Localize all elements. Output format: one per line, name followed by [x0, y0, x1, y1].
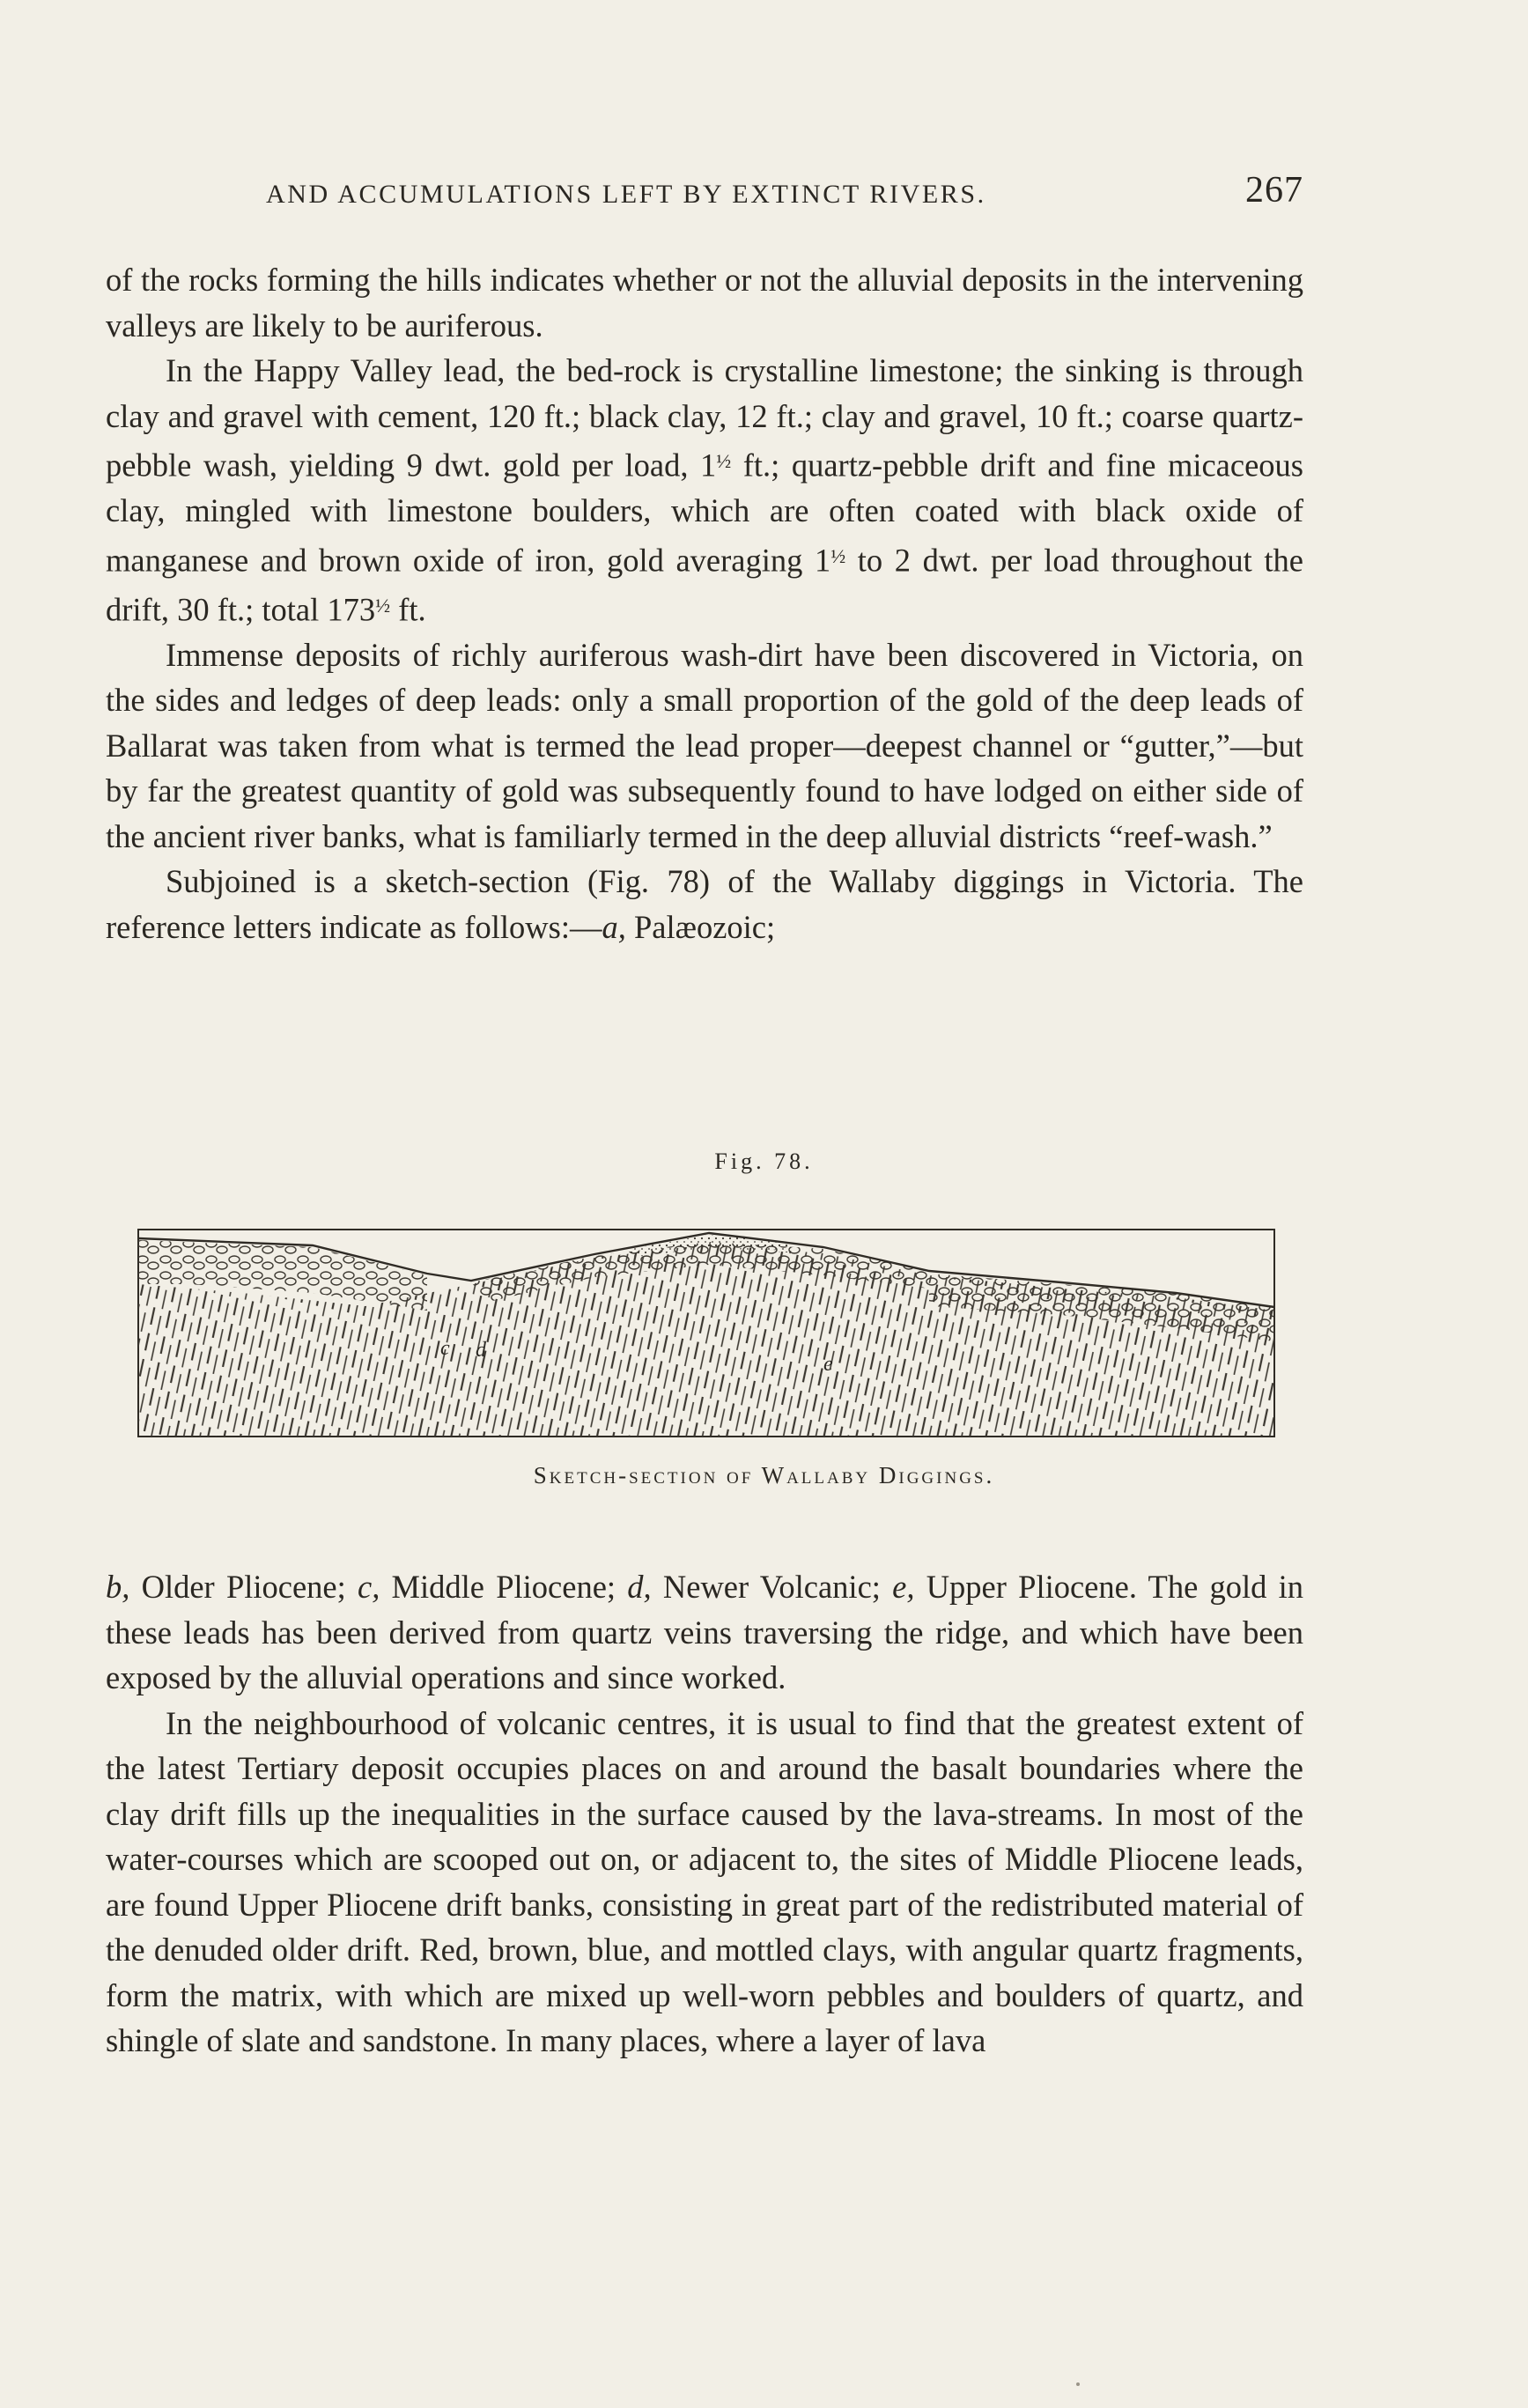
figure-letter-c: c	[440, 1337, 450, 1360]
reference-letter-e: e,	[892, 1569, 915, 1605]
text-run: Middle Pliocene;	[380, 1569, 628, 1605]
paragraph-legend	[106, 1564, 1303, 1701]
fraction-half: ½	[375, 594, 391, 617]
fraction-half: ½	[716, 450, 732, 472]
reference-letter-c: c,	[358, 1569, 380, 1605]
paper-speck	[1076, 2382, 1080, 2386]
top-text-block	[106, 257, 1303, 949]
bottom-text-block	[106, 1564, 1303, 2064]
sketch-section-figure	[137, 1222, 1281, 1438]
text-run: ft.; quartz-pebble drift and fine micaceous clay, mingled with limestone boulders, which are often coated with black oxide of manganese and brown oxide of iron, gold averaging 1	[106, 447, 1303, 578]
paragraph-deep-leads: Immense deposits of richly auriferous wash-dirt have been discovered in Victoria, on the sides and ledges of deep leads: only a small proportion of the gold of the deep leads of Ballarat was taken from what is termed the lead proper—deepest channel or “gutter,”—but by far the greatest quantity of gold was subsequently found to have lodged on either side of the ancient river banks, what is familiarly termed in the deep alluvial districts “reef-wash.”	[106, 636, 1303, 854]
text-run: In the Happy Valley lead, the bed-rock is crystalline limestone; the sinking is through clay and gravel with cement, 120 ft.; black clay, 12 ft.; clay and gravel, 10 ft.; coarse quartz-pebble wash, yielding 9 dwt. gold per load, 1	[106, 352, 1303, 484]
reference-letter-a: a,	[602, 908, 626, 945]
running-head	[106, 170, 1303, 227]
paragraph-volcanic-centres: In the neighbourhood of volcanic centres, it is usual to find that the greatest extent of the latest Tertiary deposit occupies places on and around the basalt boundaries where the clay drift fills up the inequalities in the surface caused by the lava-streams. In most of the water-courses which are scooped out on, or adjacent to, the sites of Middle Pliocene leads, are found Upper Pliocene drift banks, consisting in great part of the redistributed material of the denuded older drift. Red, brown, blue, and mottled clays, with angular quartz fragments, form the matrix, with which are mixed up well-worn pebbles and boulders of quartz, and shingle of slate and sandstone. In many places, where a layer of lava	[106, 1704, 1303, 2058]
paragraph-continuation: of the rocks forming the hills indicates whether or not the alluvial deposits in the intervening valleys are likely to be auriferous.	[106, 262, 1303, 343]
figure-label: Fig. 78.	[714, 1149, 814, 1174]
figure-caption: Sketch-section of Wallaby Diggings.	[533, 1462, 995, 1488]
reference-letter-b: b,	[106, 1569, 130, 1605]
page-number: 267	[1245, 170, 1303, 211]
text-run: ft.	[390, 591, 426, 627]
reference-letter-d: d,	[627, 1569, 652, 1605]
text-run: Palæozoic;	[625, 908, 776, 945]
text-run: Newer Volcanic;	[651, 1569, 893, 1605]
text-run: to 2 dwt. per load throughout the drift, 30 ft.; total 173	[106, 542, 1303, 627]
running-head-title: AND ACCUMULATIONS LEFT BY EXTINCT RIVERS.	[266, 180, 986, 209]
text-run: Upper Pliocene. The gold in these leads has been derived from quartz veins traversing the ridge, and which have been exposed by the alluvial operations and since worked.	[106, 1569, 1304, 1695]
fraction-half: ½	[830, 544, 846, 567]
text-run: Older Pliocene;	[129, 1569, 358, 1605]
figure-letter-e: e	[823, 1353, 833, 1376]
figure-letter-d: d	[476, 1339, 486, 1362]
paragraph-happy-valley	[106, 348, 1303, 632]
paragraph-subjoined	[106, 859, 1303, 949]
text-run: Subjoined is a sketch-section (Fig. 78) of the Wallaby diggings in Victoria. The reference letters indicate as follows:—	[106, 863, 1303, 945]
